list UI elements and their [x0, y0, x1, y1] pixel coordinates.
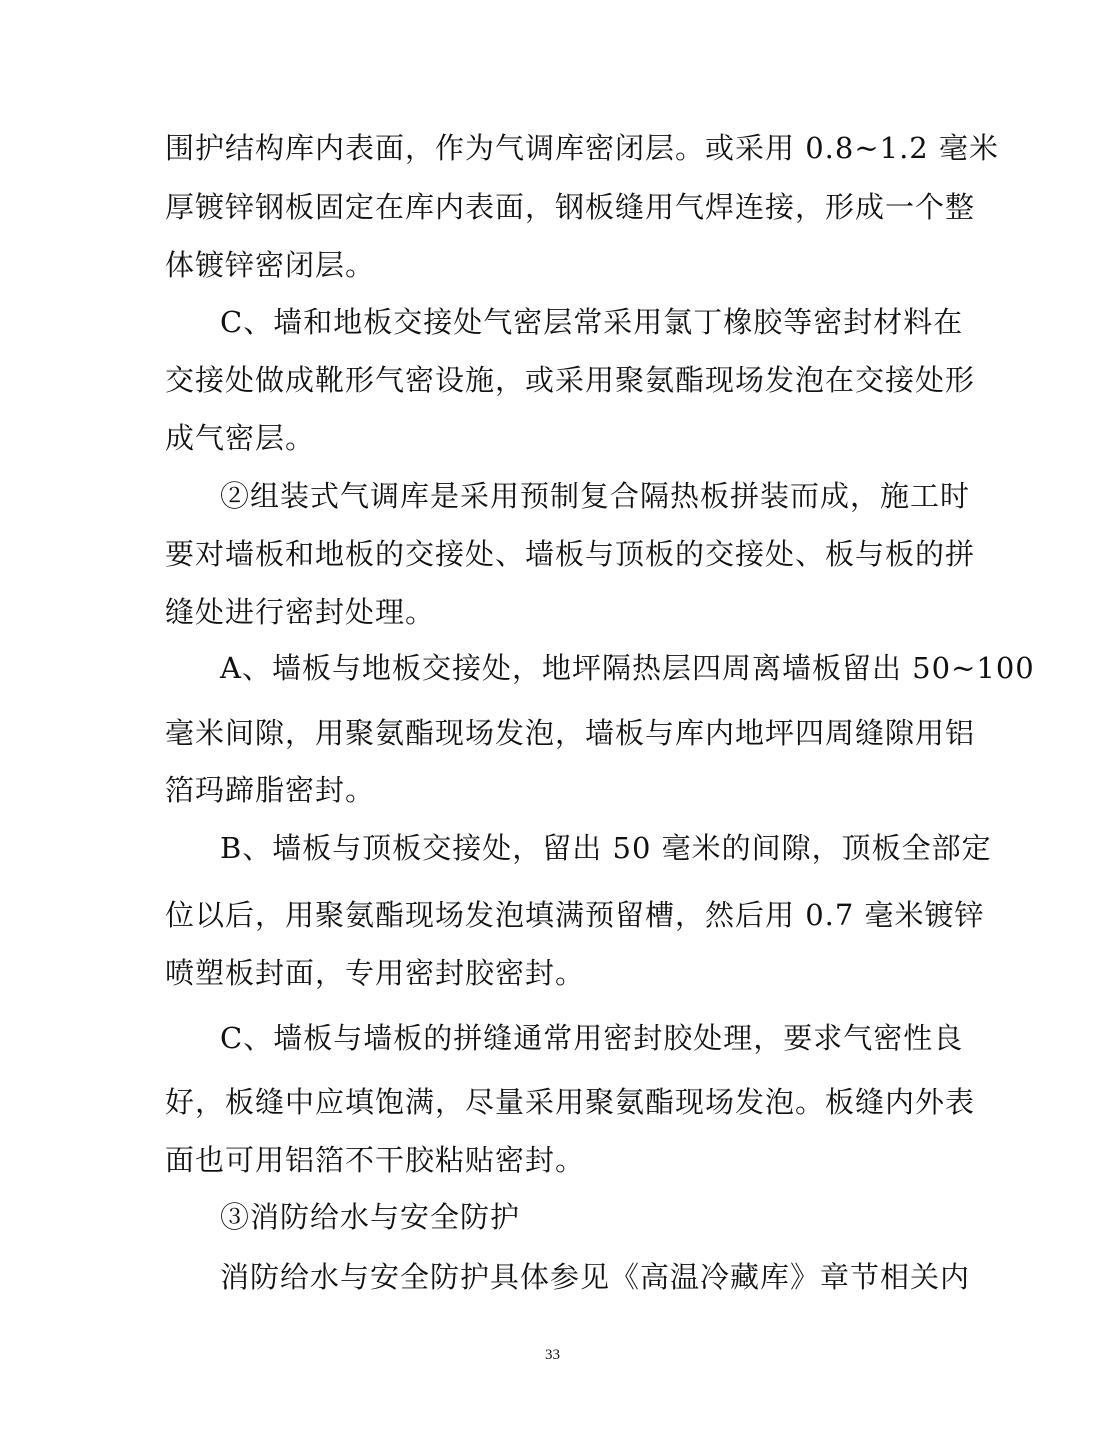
- text-line: A、墙板与地板交接处，地坪隔热层四周离墙板留出 50~100: [220, 651, 1035, 685]
- text-line: 位以后，用聚氨酯现场发泡填满预留槽，然后用 0.7 毫米镀锌: [165, 898, 985, 932]
- text-line: 厚镀锌钢板固定在库内表面，钢板缝用气焊连接，形成一个整: [165, 190, 976, 224]
- text-line: 要对墙板和地板的交接处、墙板与顶板的交接处、板与板的拼: [165, 537, 976, 571]
- text-line: ②组装式气调库是采用预制复合隔热板拼装而成，施工时: [220, 479, 971, 513]
- text-line: 缝处进行密封处理。: [165, 595, 436, 629]
- text-line: 毫米间隙，用聚氨酯现场发泡，墙板与库内地坪四周缝隙用铝: [165, 716, 976, 750]
- text-line: 交接处做成靴形气密设施，或采用聚氨酯现场发泡在交接处形: [165, 363, 976, 397]
- text-line: 面也可用铝箔不干胶粘贴密封。: [165, 1143, 586, 1177]
- text-line: 体镀锌密闭层。: [165, 248, 376, 282]
- text-line: B、墙板与顶板交接处，留出 50 毫米的间隙，顶板全部定: [220, 831, 992, 865]
- text-line: 喷塑板封面，专用密封胶密封。: [165, 956, 586, 990]
- text-line: 成气密层。: [165, 421, 316, 455]
- page-number: 33: [545, 1347, 560, 1363]
- text-line: C、墙板与墙板的拼缝通常用密封胶处理，要求气密性良: [220, 1021, 964, 1055]
- text-line: C、墙和地板交接处气密层常采用氯丁橡胶等密封材料在: [220, 305, 964, 339]
- text-line: 箔玛蹄脂密封。: [165, 773, 376, 807]
- text-line: 消防给水与安全防护具体参见《高温冷藏库》章节相关内: [220, 1260, 971, 1294]
- section-heading: ③消防给水与安全防护: [220, 1200, 521, 1234]
- text-line: 围护结构库内表面，作为气调库密闭层。或采用 0.8~1.2 毫米: [165, 131, 999, 165]
- text-line: 好，板缝中应填饱满，尽量采用聚氨酯现场发泡。板缝内外表: [165, 1085, 976, 1119]
